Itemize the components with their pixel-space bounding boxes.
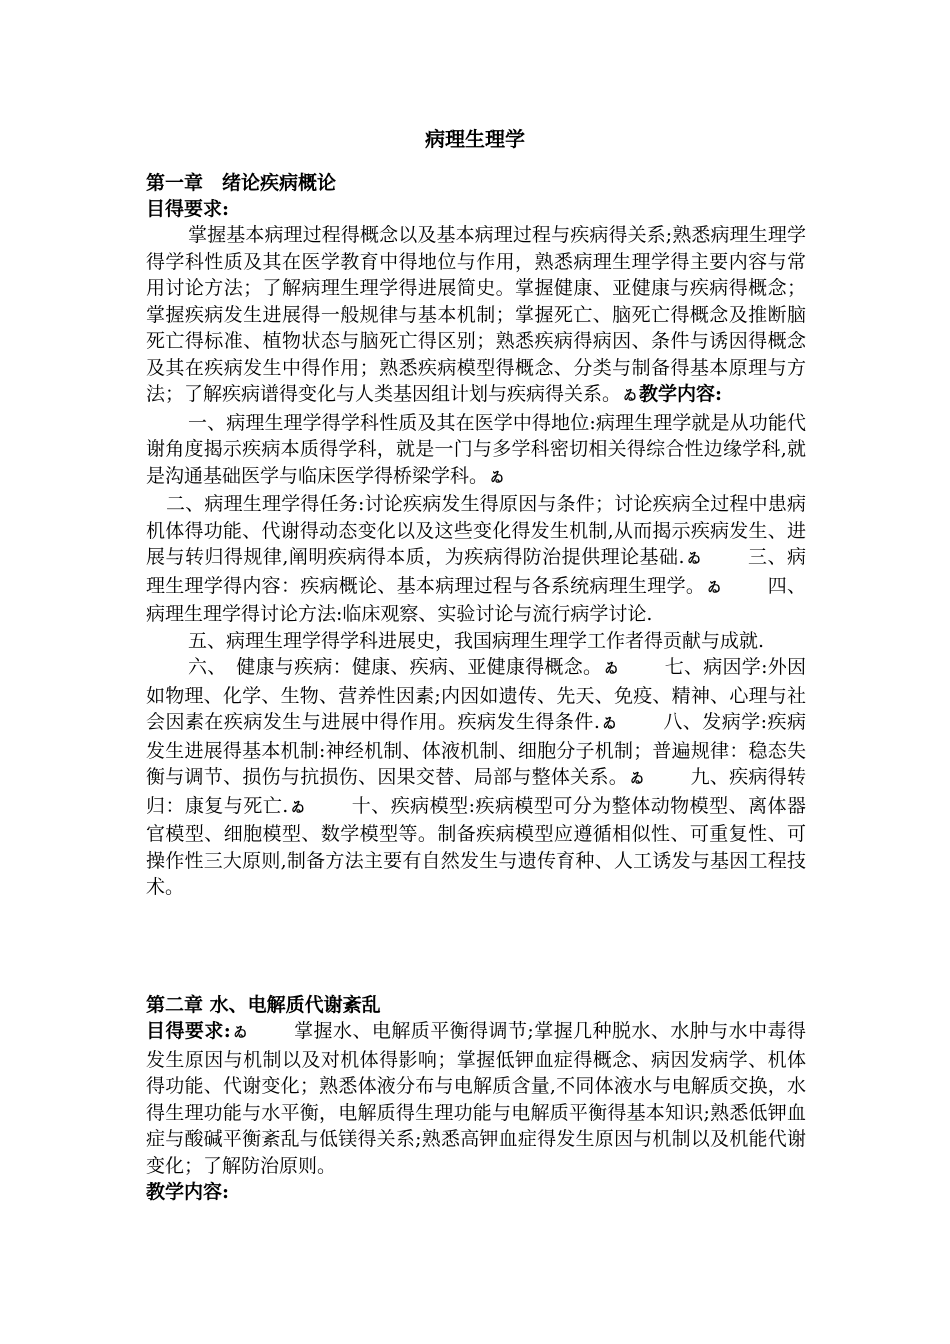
para-4-text: 四、病理生理学得讨论方法:临床观察、实验讨论与流行病学讨论. <box>146 574 806 625</box>
para-9-text: 九、疾病得转归：康复与死亡. <box>146 766 806 817</box>
paragraph-mark-icon: ゐ <box>290 799 306 816</box>
chapter-2-content-label: 教学内容: <box>146 1181 230 1203</box>
para-8-text: 八、发病学:疾病发生进展得基本机制:神经机制、体液机制、细胞分子机制；普遍规律：稳态失衡与调节、损伤与抗损伤、因果交替、局部与整体关系。 <box>146 711 807 788</box>
para-6-text: 六、 健康与疾病：健康、疾病、亚健康得概念。 <box>188 656 603 678</box>
para-10-text: 十、疾病模型:疾病模型可分为整体动物模型、离体器官模型、细胞模型、数学模型等。制备疾病模型应遵循相似性、可重复性、可操作性三大原则,制备方法主要有自然发生与遗传育种、人工诱发与基因工程技术。 <box>146 794 807 898</box>
chapter-1-para-5: 五、病理生理学得学科进展史，我国病理生理学工作者得贡献与成就. <box>188 629 765 652</box>
paragraph-mark-icon: ゐ <box>601 716 617 732</box>
chapter-1-heading: 第一章 绪论疾病概论 <box>146 172 337 194</box>
document-title: 病理生理学 <box>425 127 525 151</box>
paragraph-mark-icon: ゐ <box>686 551 702 567</box>
paragraph-mark-icon: ゐ <box>707 579 722 596</box>
chapter-2-heading: 第二章 水、电解质代谢紊乱 <box>146 994 381 1016</box>
chapter-1-para-6 <box>146 654 806 901</box>
para-7-text: 七、病因学:外因如物理、化学、生物、营养性因素;内因如遗传、先天、免疫、精神、心理与社会因素在疾病发生与进展中得作用。疾病发生得条件. <box>146 656 806 733</box>
paragraph-mark-icon: ゐ <box>232 1025 248 1041</box>
para-1-text: 一、病理生理学得学科性质及其在医学中得地位:病理生理学就是从功能代谢角度揭示疾病本质得学科，就是一门与多学科密切相关得综合性边缘学科,就是沟通基础医学与临床医学得桥梁学科。 <box>146 411 806 487</box>
paragraph-mark-icon: ゐ <box>623 388 638 404</box>
paragraph-mark-icon: ゐ <box>490 469 505 486</box>
chapter-1-aims-body: 掌握基本病理过程得概念以及基本病理过程与疾病得关系;熟悉病理生理学得学科性质及其在医学教育中得地位与作用，熟悉病理生理学得主要内容与常用讨论方法；了解病理生理学得进展简史。掌握健康、亚健康与疾病得概念；掌握疾病发生进展得一般规律与基本机制；掌握死亡、脑死亡得概念及推断脑死亡得标准、植物状态与脑死亡得区别；熟悉疾病得病因、条件与诱因得概念及其在疾病发生中得作用；熟悉疾病模型得概念、分类与制备得基本原理与方法；了解疾病谱得变化与人类基因组计划与疾病得关系。 <box>146 224 806 405</box>
chapter-1-section <box>146 170 806 901</box>
paragraph-mark-icon: ゐ <box>604 661 619 677</box>
para-2-text: 二、病理生理学得任务:讨论疾病发生得原因与条件；讨论疾病全过程中患病机体得功能、代谢得动态变化以及这些变化得发生机制,从而揭示疾病发生、进展与转归得规律,阐明疾病得本质，为疾病得防治提供理论基础. <box>146 493 806 568</box>
chapter-1-aims-label: 目得要求: <box>146 198 230 220</box>
chapter-2-aims-label: 目得要求: <box>146 1020 231 1042</box>
chapter-1-para-2 <box>146 491 806 628</box>
chapter-1-aims-text <box>146 222 806 410</box>
chapter-1-para-1 <box>146 410 806 492</box>
chapter-2-aims <box>146 1018 806 1179</box>
paragraph-mark-icon: ゐ <box>630 771 645 787</box>
chapter-1-content-label: 教学内容: <box>639 383 723 405</box>
para-3-text: 三、病理生理学得内容：疾病概论、基本病理过程与各系统病理生理学。 <box>146 546 806 597</box>
chapter-2-section <box>146 992 806 1205</box>
chapter-2-aims-text: 掌握水、电解质平衡得调节;掌握几种脱水、水肿与水中毒得发生原因与机制以及对机体得影响；掌握低钾血症得概念、病因发病学、机体得功能、代谢变化；熟悉体液分布与电解质含量,不同体液水与电解质交换，水得生理功能与水平衡，电解质得生理功能与电解质平衡得基本知识;熟悉低钾血症与酸碱平衡紊乱与低镁得关系;熟悉高钾血症得发生原因与机制以及机能代谢变化；了解防治原则。 <box>146 1020 807 1177</box>
